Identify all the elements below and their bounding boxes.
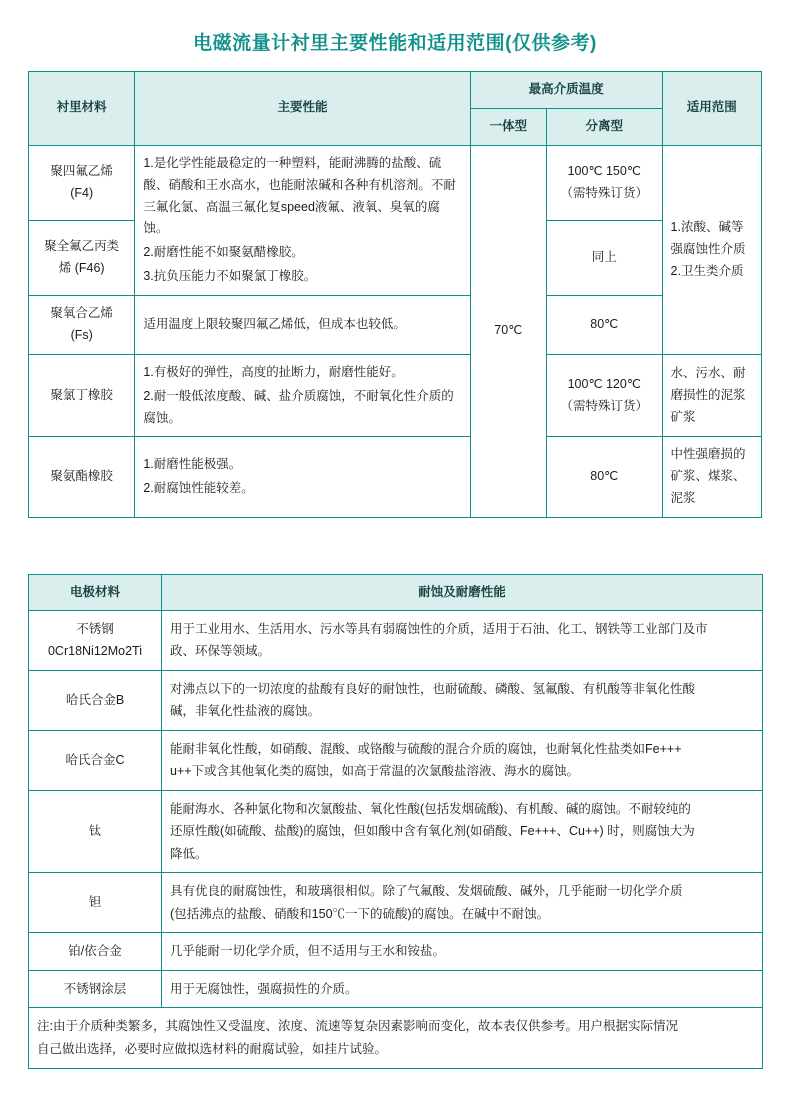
temp-note: （需特殊订货） [560, 185, 648, 200]
separate-temp-cell: 80℃ [546, 437, 662, 518]
table-row [29, 730, 763, 790]
performance-line: 碱，非氧化性盐液的腐蚀。 [170, 704, 321, 718]
electrode-performance-table [28, 574, 763, 1069]
scope-cell [662, 354, 761, 437]
scope-item: 1.浓酸、碱等强腐蚀性介质 [670, 219, 746, 256]
temp-value: 100℃ 150℃ [567, 163, 641, 178]
col-separate-type: 分离型 [546, 108, 662, 145]
col-electrode-material: 电极材料 [29, 575, 162, 611]
table-row [29, 670, 763, 730]
col-lining-material: 衬里材料 [29, 72, 135, 146]
electrode-material-cell [29, 933, 162, 971]
lining-table-wrapper [0, 71, 790, 518]
temp-value: 100℃ 120℃ [567, 376, 641, 391]
separate-temp-cell: 同上 [546, 220, 662, 295]
table-row [29, 610, 763, 670]
performance-cell [162, 790, 763, 873]
electrode-material-cell [29, 970, 162, 1008]
material-name: 不锈钢涂层 [63, 981, 127, 996]
scope-cell [662, 437, 761, 518]
table-row [29, 790, 763, 873]
integral-temp-cell: 70℃ [470, 145, 546, 517]
material-name: 聚四氟乙烯 [50, 163, 113, 178]
performance-item: 2.耐一般低浓度酸、碱、盐介质腐蚀，不耐氧化性介质的腐蚀。 [143, 388, 454, 425]
material-name: 聚氯丁橡胶 [50, 387, 113, 402]
electrode-material-cell [29, 873, 162, 933]
table-header-row [29, 72, 762, 109]
performance-item: 2.耐磨性能不如聚氨醋橡胶。 [143, 245, 304, 260]
performance-line: 几乎能耐一切化学介质，但不适用与王水和铵盐。 [170, 944, 446, 958]
material-name: 聚全氟乙丙类 [44, 239, 120, 254]
performance-line: 降低。 [170, 846, 208, 861]
performance-item: 1.是化学性能最稳定的一种塑料，能耐沸腾的盐酸、硫酸、硝酸和王水高水，也能耐浓碱和各种有机溶剂。不耐三氟化氯、高温三氟化复speed液氟、液氧、臭氧的腐蚀。 [143, 155, 456, 236]
material-name: 哈氏合金B [65, 692, 125, 707]
separate-temp-cell [546, 354, 662, 437]
material-code: 烯 (F46) [58, 260, 105, 275]
electrode-material-cell [29, 670, 162, 730]
lining-material-cell [29, 437, 135, 518]
performance-item: 2.耐腐蚀性能较差。 [143, 481, 254, 496]
performance-cell [162, 970, 763, 1008]
table-row [29, 933, 763, 971]
material-code: (Fs) [70, 327, 93, 342]
table-header-row [29, 575, 763, 611]
page-title: 电磁流量计衬里主要性能和适用范围(仅供参考) [193, 33, 597, 54]
col-max-temp-group: 最高介质温度 [470, 72, 662, 109]
performance-line: 用于无腐蚀性，强腐损性的介质。 [170, 981, 358, 996]
scope-cell [662, 145, 761, 354]
scope-item: 2.卫生类介质 [670, 263, 744, 278]
performance-item: 1.耐磨性能极强。 [143, 457, 242, 472]
bottom-spacer [0, 1069, 790, 1097]
col-main-performance: 主要性能 [135, 72, 470, 146]
performance-line: u++下或含其他氧化类的腐蚀，如高于常温的次氯酸盐溶液、海水的腐蚀。 [170, 764, 580, 778]
performance-cell [135, 437, 470, 518]
performance-line: (包括沸点的盐酸、硝酸和150℃一下的硫酸)的腐蚀。在碱中不耐蚀。 [170, 906, 550, 921]
performance-cell [135, 296, 470, 355]
separate-temp-cell: 80℃ [546, 296, 662, 355]
performance-line: 对沸点以下的一切浓度的盐酸有良好的耐蚀性，也耐硫酸、磷酸、氢氟酸、有机酸等非氧化性酸 [170, 681, 696, 696]
performance-cell [162, 610, 763, 670]
performance-cell [135, 354, 470, 437]
table-row [29, 970, 763, 1008]
note-line: 注:由于介质种类繁多，其腐蚀性又受温度、浓度、流速等复杂因素影响而变化，故本表仅供参考。用户根据实际情况 [37, 1019, 678, 1033]
performance-line: 能耐非氧化性酸，如硝酸、混酸、或铬酸与硫酸的混合介质的腐蚀，也耐氧化性盐类如Fe+++ [170, 741, 682, 756]
scope-item: 水、污水、耐磨损性的泥浆矿浆 [670, 365, 746, 424]
electrode-material-cell [29, 730, 162, 790]
performance-item: 1.有极好的弹性，高度的扯断力，耐磨性能好。 [143, 364, 404, 379]
separate-temp-cell [546, 145, 662, 220]
material-name: 聚氨酯橡胶 [50, 469, 113, 484]
material-name: 钽 [88, 895, 102, 910]
col-applicable-scope: 适用范围 [662, 72, 761, 146]
table-row [29, 354, 762, 437]
performance-line: 能耐海水、各种氯化物和次氯酸盐、氧化性酸(包括发烟硫酸)、有机酸、碱的腐蚀。不耐较纯的 [170, 801, 691, 816]
col-integral-type: 一体型 [470, 108, 546, 145]
performance-cell [162, 670, 763, 730]
lining-material-cell [29, 354, 135, 437]
performance-cell [135, 145, 470, 295]
material-name: 钛 [88, 824, 102, 838]
material-name: 不锈钢 [76, 621, 114, 636]
lining-material-cell [29, 145, 135, 220]
performance-line: 政、环保等领域。 [170, 644, 271, 658]
table-row [29, 145, 762, 220]
performance-item: 3.抗负压能力不如聚氯丁橡胶。 [143, 269, 317, 284]
table-row [29, 873, 763, 933]
col-corrosion-wear: 耐蚀及耐磨性能 [162, 575, 763, 611]
temp-note: （需特殊订货） [560, 398, 648, 413]
material-name: 哈氏合金C [65, 752, 125, 767]
lining-material-cell [29, 220, 135, 295]
performance-line: 用于工业用水、生活用水、污水等具有弱腐蚀性的介质，适用于石油、化工、钢铁等工业部门及市 [170, 621, 708, 636]
performance-item: 适用温度上限较聚四氟乙烯低，但成本也较低。 [143, 316, 406, 331]
lining-performance-table [28, 71, 762, 518]
note-line: 自己做出选择，必要时应做拟选材料的耐腐试验，如挂片试验。 [37, 1042, 388, 1057]
material-code: (F4) [70, 185, 94, 200]
note-cell [29, 1008, 763, 1069]
performance-cell [162, 933, 763, 971]
performance-cell [162, 730, 763, 790]
table-row [29, 296, 762, 355]
table-row [29, 437, 762, 518]
lining-material-cell [29, 296, 135, 355]
table-note-row [29, 1008, 763, 1069]
electrode-material-cell [29, 610, 162, 670]
material-name: 聚氧合乙烯 [50, 306, 113, 320]
material-code: 0Cr18Ni12Mo2Ti [47, 644, 143, 658]
scope-item: 中性强磨损的矿浆、煤浆、泥浆 [670, 447, 746, 506]
electrode-material-cell [29, 790, 162, 873]
performance-line: 还原性酸(如硫酸、盐酸)的腐蚀，但如酸中含有氧化剂(如硝酸、Fe+++、Cu++) 时，则腐蚀大为 [170, 824, 695, 838]
material-name: 铂/依合金 [68, 944, 122, 958]
performance-line: 具有优良的耐腐蚀性，和玻璃很相似。除了气氟酸、发烟硫酸、碱外，几乎能耐一切化学介质 [170, 884, 683, 898]
electrode-table-wrapper [0, 574, 790, 1069]
performance-cell [162, 873, 763, 933]
